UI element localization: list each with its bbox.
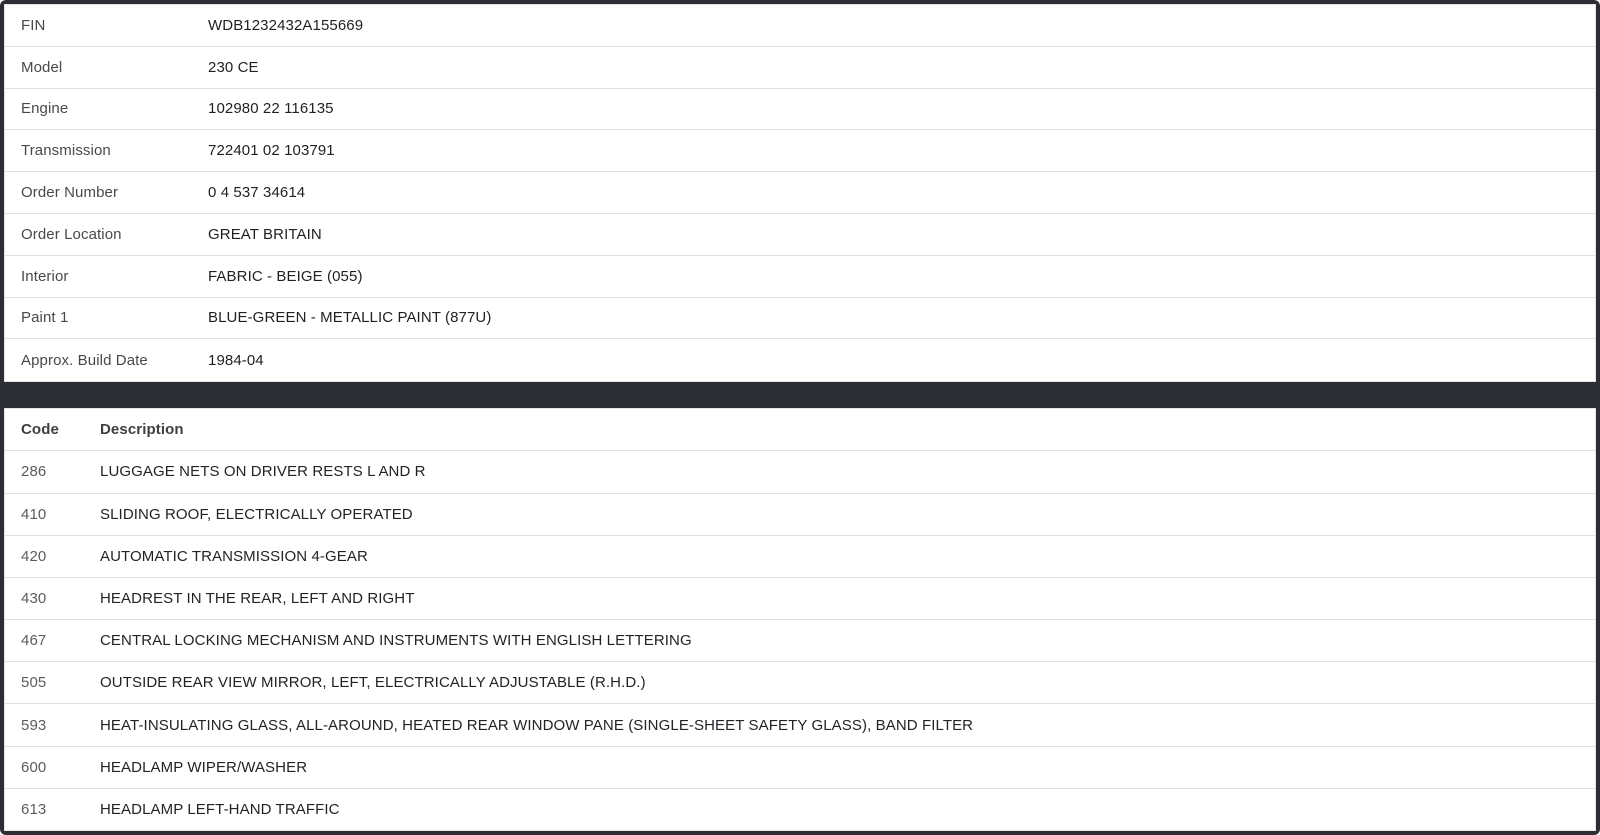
description-column-header: Description [100, 421, 184, 439]
code-row [5, 704, 1595, 746]
option-codes-card [4, 408, 1596, 831]
info-label: FIN [21, 16, 46, 34]
code-row [5, 620, 1595, 662]
info-label: Engine [21, 100, 69, 118]
info-row [5, 47, 1595, 89]
info-row [5, 5, 1595, 47]
info-row [5, 172, 1595, 214]
info-row [5, 130, 1595, 172]
option-code: 410 [21, 505, 47, 523]
option-description: HEADREST IN THE REAR, LEFT AND RIGHT [100, 590, 415, 608]
code-row [5, 536, 1595, 578]
option-code: 430 [21, 590, 47, 608]
info-row [5, 339, 1595, 381]
option-description: HEADLAMP LEFT-HAND TRAFFIC [100, 800, 340, 818]
info-value: WDB1232432A155669 [208, 16, 364, 34]
option-description: HEADLAMP WIPER/WASHER [100, 758, 308, 776]
info-label: Transmission [21, 142, 111, 160]
info-label: Order Number [21, 184, 119, 202]
code-row [5, 494, 1595, 536]
code-row [5, 747, 1595, 789]
option-description: OUTSIDE REAR VIEW MIRROR, LEFT, ELECTRICALLY ADJUSTABLE (R.H.D.) [100, 674, 646, 692]
option-description: HEAT-INSULATING GLASS, ALL-AROUND, HEATED REAR WINDOW PANE (SINGLE-SHEET SAFETY GLASS), BAND FILTER [100, 716, 974, 734]
option-code: 420 [21, 547, 47, 565]
info-value: 1984-04 [208, 351, 264, 369]
info-value: 102980 22 116135 [208, 100, 334, 118]
info-value: FABRIC - BEIGE (055) [208, 267, 363, 285]
option-description: LUGGAGE NETS ON DRIVER RESTS L AND R [100, 463, 426, 481]
code-row [5, 662, 1595, 704]
option-code: 593 [21, 716, 47, 734]
info-value: 0 4 537 34614 [208, 184, 306, 202]
option-description: SLIDING ROOF, ELECTRICALLY OPERATED [100, 505, 413, 523]
info-label: Interior [21, 267, 69, 285]
info-label: Model [21, 58, 63, 76]
option-code: 600 [21, 758, 47, 776]
option-code: 286 [21, 463, 47, 481]
info-label: Paint 1 [21, 309, 69, 327]
code-row [5, 789, 1595, 830]
info-row [5, 256, 1595, 298]
option-codes-header-row [5, 409, 1595, 451]
info-row [5, 89, 1595, 131]
option-description: AUTOMATIC TRANSMISSION 4-GEAR [100, 547, 368, 565]
info-row [5, 214, 1595, 256]
info-label: Order Location [21, 225, 122, 243]
option-code: 505 [21, 674, 47, 692]
info-value: GREAT BRITAIN [208, 225, 322, 243]
info-value: 722401 02 103791 [208, 142, 335, 160]
vehicle-info-card [4, 4, 1596, 382]
code-column-header: Code [21, 421, 59, 439]
code-row [5, 451, 1595, 493]
info-value: 230 CE [208, 58, 259, 76]
option-description: CENTRAL LOCKING MECHANISM AND INSTRUMENTS WITH ENGLISH LETTERING [100, 632, 692, 650]
option-code: 613 [21, 800, 47, 818]
code-row [5, 578, 1595, 620]
info-row [5, 298, 1595, 340]
info-label: Approx. Build Date [21, 351, 148, 369]
option-code: 467 [21, 632, 47, 650]
info-value: BLUE-GREEN - METALLIC PAINT (877U) [208, 309, 492, 327]
